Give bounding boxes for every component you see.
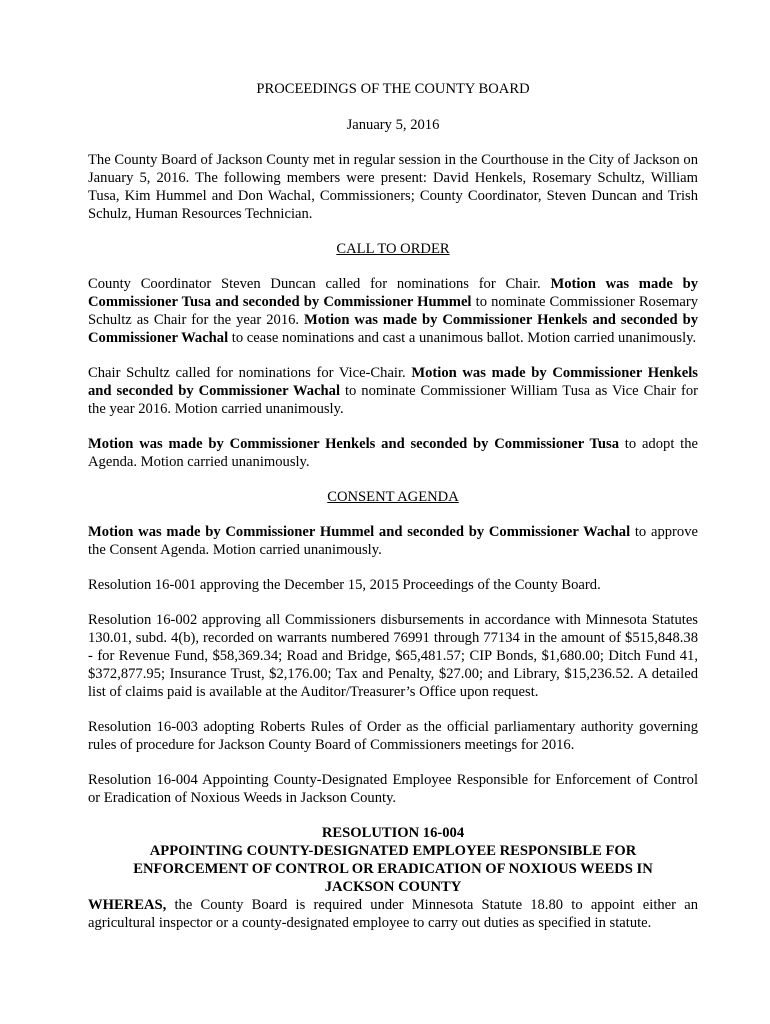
text-run: to cease nominations and cast a unanimous ballot. Motion carried unanimously. [228, 330, 697, 346]
resolution-16-004-paragraph: Resolution 16-004 Appointing County-Designated Employee Responsible for Enforcement of Control or Eradication of Noxious Weeds in Jackson County. [88, 772, 698, 806]
text-run: County Coordinator Steven Duncan called for nominations for Chair. [88, 276, 551, 292]
motion-text: Motion was made by Commissioner Hummel and seconded by Commissioner Wachal [88, 524, 631, 540]
call-to-order-heading: CALL TO ORDER [336, 241, 450, 257]
resolution-16-002-paragraph: Resolution 16-002 approving all Commissioners disbursements in accordance with Minnesota Statutes 130.01, subd. 4(b), recorded on warrants numbered 76991 through 77134 in the amount of $515,848.38 - for Revenue Fund, $58,369.34; Road and Bridge, $65,481.57; CIP Bonds, $1,680.00; Ditch Fund 41, $372,877.95; Insurance Trust, $2,176.00; Tax and Penalty, $27.00; and Library, $15,236.52. A detailed list of claims paid is available at the Auditor/Treasurer’s Office upon request. [88, 612, 698, 700]
motion-text: Motion was made by Commissioner Henkels and seconded by Commissioner Wachal [88, 365, 698, 399]
motion-text: Motion was made by Commissioner Tusa and seconded by Commissioner Hummel [88, 276, 698, 310]
document-body [88, 80, 698, 932]
consent-agenda-motion-paragraph [88, 523, 698, 559]
intro-paragraph: The County Board of Jackson County met in regular session in the Courthouse in the City of Jackson on January 5, 2016. The following members were present: David Henkels, Rosemary Schultz, William Tusa, Kim Hummel and Don Wachal, Commissioners; County Coordinator, Steven Duncan and Trish Schulz, Human Resources Technician. [88, 152, 698, 222]
text-run: to nominate Commissioner Rosemary Schultz as Chair for the year 2016. [88, 294, 699, 328]
motion-text: Motion was made by Commissioner Henkels and seconded by Commissioner Wachal [88, 312, 698, 346]
text-run: Chair Schultz called for nominations for Vice-Chair. [88, 365, 412, 381]
motion-text: Motion was made by Commissioner Henkels and seconded by Commissioner Tusa [88, 436, 619, 452]
document-date: January 5, 2016 [346, 117, 440, 133]
text-run: the County Board is required under Minnesota Statute 18.80 to appoint either an agricultural inspector or a county-designated employee to carry out duties as specified in statute. [88, 897, 698, 931]
consent-agenda-heading: CONSENT AGENDA [327, 489, 459, 505]
whereas-paragraph [88, 896, 698, 932]
resolution-16-001-paragraph: Resolution 16-001 approving the December 15, 2015 Proceedings of the County Board. [88, 577, 601, 593]
text-run: to adopt the Agenda. Motion carried unanimously. [88, 436, 698, 470]
resolution-16-003-paragraph: Resolution 16-003 adopting Roberts Rules of Order as the official parliamentary authority governing rules of procedure for Jackson County Board of Commissioners meetings for 2016. [88, 719, 698, 753]
document-title: PROCEEDINGS OF THE COUNTY BOARD [256, 81, 530, 97]
adopt-agenda-paragraph [88, 435, 698, 471]
resolution-title-line: ENFORCEMENT OF CONTROL OR ERADICATION OF NOXIOUS WEEDS IN [133, 861, 653, 877]
vice-chair-nomination-paragraph [88, 364, 698, 418]
chair-nomination-paragraph [88, 275, 698, 347]
whereas-label: WHEREAS, [88, 897, 167, 913]
resolution-title-line: RESOLUTION 16-004 [321, 825, 465, 841]
text-run: to approve the Consent Agenda. Motion carried unanimously. [88, 524, 698, 558]
resolution-title-line: APPOINTING COUNTY-DESIGNATED EMPLOYEE RESPONSIBLE FOR [149, 843, 637, 859]
resolution-title-line: JACKSON COUNTY [324, 879, 462, 895]
resolution-16-004-title [88, 824, 698, 896]
text-run: to nominate Commissioner William Tusa as Vice Chair for the year 2016. Motion carried unanimously. [88, 383, 698, 417]
